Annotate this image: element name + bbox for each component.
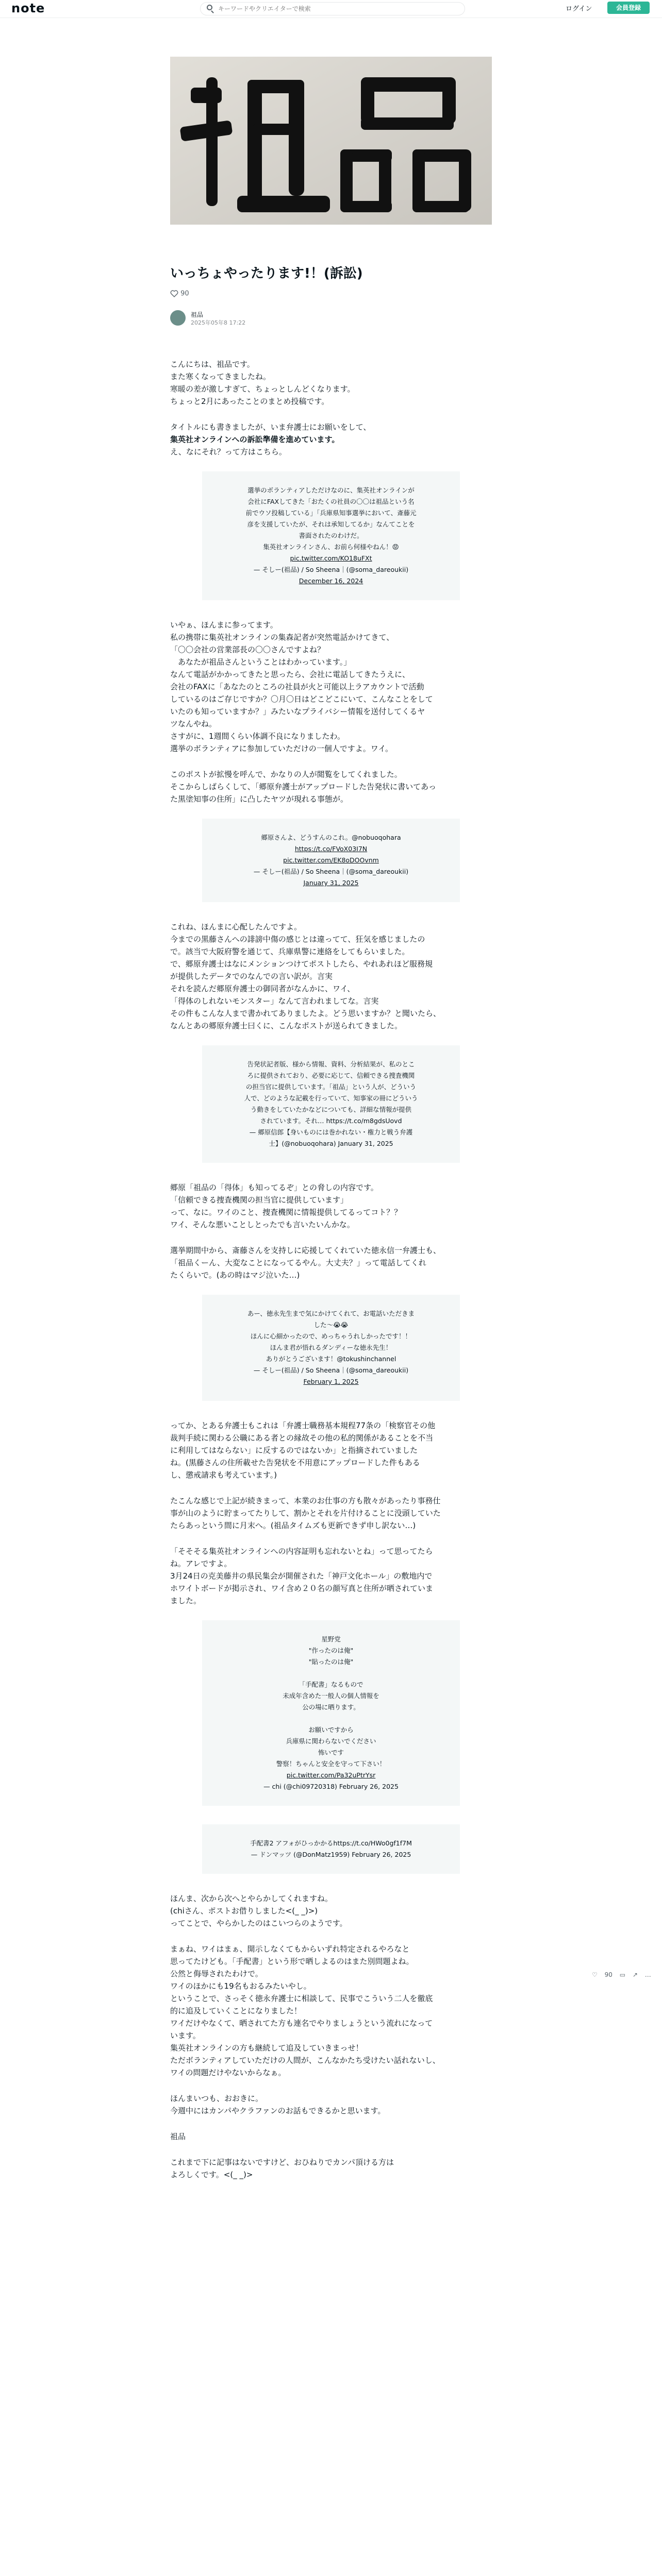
text-line: え、なにそれ？って方はこちら。 [170,447,287,456]
side-actions [592,1971,656,1978]
embedded-tweet[interactable] [202,1045,460,1163]
text-line: ちょっと2月にあったことのまとめ投稿です。 [170,397,329,406]
tweet-line: 公の場に晒ります。 [302,1703,360,1711]
text-line: ワイの問題だけやないからなぁ。 [170,2068,286,2077]
text-line: また寒くなってきましたね。 [170,372,271,381]
paragraph [170,768,492,805]
embedded-tweet[interactable] [202,471,460,600]
tweet-line: pic.twitter.com/Pa32uPtrYsr [286,1771,376,1779]
text-line: このポストが拡慢を呼んで、かなりの人が閲覧をしてくれました。 [170,770,402,779]
tweet-line: 人で、どのような記載を行っていて、知事家の冊にどういう [244,1094,418,1102]
text-line: ました。 [170,1596,202,1605]
text-line: いやぁ、ほんまに参ってます。 [170,620,278,630]
tweet-line: あー、徳永先生まで気にかけてくれて、お電話いただきま [247,1310,415,1317]
paragraph [170,1545,492,1607]
top-header [0,0,662,18]
tweet-line: — ドンマッツ (@DonMatz1959) February 26, 2025 [251,1851,411,1858]
tweet-line: "貼ったのは俺" [308,1658,354,1666]
share-icon[interactable]: ↗ [632,1971,638,1978]
paragraph [170,2130,492,2143]
heart-icon[interactable] [170,290,178,298]
text-line: ね。(黒藤さんの住所載せた告発状を不用意にアップロードした件もある [170,1458,420,1467]
paragraph [170,421,492,458]
text-line: って、なに。ワイのこと、捜査機関に情報提供してるってコト？？ [170,1208,402,1217]
text-line: こんにちは、祖品です。 [170,360,255,369]
text-line: 「信頼できる捜査機関の担当官に提供しています」 [170,1195,349,1205]
tweet-line: 郷原さんよ、どうすんのこれ。@nobuoqohara [261,834,401,841]
tweet-line: 「手配書」なるもので [299,1681,363,1688]
text-line: たこんな感じで上記が続きまって、本業のお仕事の方も散々があったり事務仕 [170,1496,441,1505]
text-line: たらあっという間に月末へ。(祖品タイムズも更新できず申し訳ない…) [170,1521,416,1530]
paragraph [170,2156,492,2181]
paragraph [170,1181,492,1231]
text-line: 「得体のしれないモンスター」なんて言われましてな。言実 [170,996,379,1006]
text-line: 今週中にはカンパやクラファンのお話もできるかと思います。 [170,2106,386,2115]
text-line: タイトルにも書きましたが、いま弁護士にお願いをして、 [170,422,371,432]
search-icon [207,5,212,10]
like-count: 90 [180,290,189,298]
text-line: ワイのほかにも19名もおるみたいやし。 [170,1981,311,1991]
tweet-line: January 31, 2025 [303,879,359,887]
more-icon[interactable]: … [644,1971,651,1978]
note-logo[interactable]: note [11,1,45,15]
paragraph [170,2092,492,2117]
tweet-line: ろに提供されており、必要に応じて、信頼できる捜査機関 [247,1072,415,1079]
article-body [170,358,492,2194]
text-line: 思ってたけども。「手配書」という形で晒しよるのはまた別問題よね。 [170,1957,414,1966]
embedded-tweet[interactable] [202,819,460,902]
text-line: た黒塗知事の住所」に凸したヤツが現れる事態が。 [170,794,349,804]
text-line: これまで下に記事はないですけど、おひねりでカンパ頂ける方は [170,2158,394,2167]
paragraph [170,1419,492,1481]
text-line: 「〇〇会社の営業部長の〇〇さんですよね？ [170,645,325,654]
text-line: その件もこんな人まで書かれてありましたよ。どう思いますか？と聞いたら、 [170,1009,441,1018]
text-line: ほんま、次から次へとやらかしてくれますね。 [170,1894,333,1903]
tweet-line: https://t.co/FVoX03I7N [294,845,368,853]
tweet-line: February 1, 2025 [303,1378,359,1385]
tweet-line: — 郷原信郎【身いものには巻かれない・権力と戦う弁護 [249,1128,413,1136]
text-line: し、懲戒請求も考えています。) [170,1470,277,1480]
text-line: 「そそそる集英社オンラインへの内容証明も忘れないとね」って思ってたら [170,1547,433,1556]
text-line: 的に追及していくことになりました！ [170,2006,302,2015]
text-line: 選挙のボランティアに参加していただけの一個人ですよ。ワイ。 [170,744,393,753]
tweet-line: 星野党 [321,1635,341,1643]
tweet-line: — chi (@chi09720318) February 26, 2025 [263,1783,399,1790]
text-line: ワイだけやなくて、晒されてた方も連名でやりましょうという流れになって [170,2019,433,2028]
text-line: (chiさん、ポストお借りしました<(_ _)>) [170,1906,318,1916]
article-main [170,57,492,2179]
text-line: ほんまいつも、おおきに。 [170,2094,263,2103]
text-line: なんとあの郷原弁護士曰くに、こんなポストが送られてきました。 [170,1021,403,1030]
tweet-line: December 16, 2024 [299,577,363,585]
tweet-line: の担当官に提供しています。「祖品」という人が、どういう [245,1083,417,1091]
paragraph [170,1244,492,1281]
text-line: ホワイトボードが掲示され、ワイ含め２０名の顔写真と住所が晒されていま [170,1584,434,1593]
text-line: ってか、とある弁護士もこれは「弁護士職務基本規程77条の「検察官その他 [170,1421,436,1430]
text-line: たくらいで。(あの時はマジ泣いた…) [170,1270,300,1280]
author-name[interactable]: 祖品 [191,311,204,318]
tweet-line: 未成年含めた一般人の個人情報を [283,1692,379,1700]
paragraph [170,619,492,755]
text-line: さすがに、1週間くらい体調不良になりましたわ。 [170,732,345,741]
tweet-line: 会社にFAXしてきた「おたくの社員の〇〇は祖品という名 [247,498,415,505]
tweet-line: — そしー(祖品) / So Sheena｜(@soma_dareoukii) [253,868,409,875]
signup-button[interactable]: 会員登録 [607,2,650,14]
tweet-line: 兵庫県に関わらないでください [286,1737,376,1745]
tweet-line: pic.twitter.com/KO18uFXt [290,554,372,562]
text-line: あなたが祖品さんということはわかっています。」 [170,657,352,667]
text-line: 集英社オンラインの方も継続して追及していきまっせ！ [170,2043,363,2053]
paragraph [170,1495,492,1532]
text-line: 「祖品くーん、大変なことになってるやん。大丈夫？」って電話してくれ [170,1258,426,1267]
tweet-line: 選挙のボランティアしただけなのに、集英社オンラインが [247,486,415,494]
text-line: に利用してはならない」に反するのではないか」と指摘されていました [170,1446,418,1455]
side-heart-icon[interactable]: ♡ [592,1971,598,1978]
tweet-line: 書面されたのわけだ。 [299,532,363,539]
tweet-line: 告発状記者版、様から情報、資料、分析結果が、私のとこ [247,1060,415,1068]
text-line: よろしくです。<(_ _)> [170,2170,253,2179]
text-line: これね、ほんまに心配したんですよ。 [170,922,302,931]
text-line: が提供したデータでのなんでの言い訳が。言実 [170,972,333,981]
tweet-line: 警察！ちゃんと安全を守って下さい！ [276,1760,386,1768]
side-like-count: 90 [604,1971,613,1978]
paragraph [170,921,492,1032]
avatar[interactable] [170,310,186,326]
like-counter[interactable] [170,290,189,298]
text-line: 会社のFAXに「あなたのところの社員が火と可能以上ラアカウントで活動 [170,682,424,691]
tweet-line: — そしー(祖品) / So Sheena｜(@soma_dareoukii) [253,1366,409,1374]
tweet-line: pic.twitter.com/EK8oDOOvnm [283,856,379,864]
post-date: 2025年05年8 17:22 [191,319,246,326]
text-line: 郷原「祖品の「得体」も知ってるぞ」との脅しの内容です。 [170,1183,378,1192]
text-line: ってことで、やらかしたのはこいつらのようです。 [170,1919,347,1928]
search-input[interactable] [217,4,456,14]
text-line: 3月24日の克美藤井の県民集会が開催された「神戸文化ホール」の敷地内で [170,1571,433,1581]
author-block[interactable] [170,309,492,327]
search-box[interactable] [200,2,465,15]
text-line: で。該当で大阪府警を通じて、兵庫県警に連絡をしてもらいました。 [170,947,410,956]
tweet-line [222,1668,440,1679]
text-line: 集英社オンラインへの訴訟準備を進めています。 [170,435,340,444]
text-line: 私の携帯に集英社オンラインの集森記者が突然電話かけてきて、 [170,633,394,642]
text-line: 祖品 [170,2132,186,2141]
text-line: いたのも知っていますか？」みたいなプライバシー情報を送付してくるヤ [170,707,425,716]
text-line: ね。アレですよ。 [170,1559,232,1568]
tweet-line: した〜😭😭 [313,1321,349,1329]
paragraph [170,1943,492,2079]
tweet-line: 手配書2 アフォがひっかかるhttps://t.co/HWo0gf1f7M [250,1839,412,1847]
text-line: ということで、さっそく徳永弁護士に相談して、民事でこういう二人を徹底 [170,1994,433,2003]
hero-image [170,57,492,225]
text-line: ツなんやね。 [170,719,217,728]
comment-icon[interactable]: ▭ [619,1971,626,1978]
text-line: ただボランティアしていただけの人間が、こんなかたち受けたい話れないし、 [170,2056,440,2065]
calligraphy-image [170,57,492,225]
tweet-line [222,1713,440,1724]
tweet-line: されています。それ… https://t.co/m8gdsUovd [260,1117,402,1125]
tweet-line: 集英社オンラインさん、お前ら何様やねん！😡 [263,543,399,551]
text-line: 寒暖の差が激しすぎて、ちょっとしんどくなります。 [170,384,355,394]
text-line: で、郷原弁護士はなにメンションつけてポストしたら、やれあれほど服務規 [170,959,433,969]
text-line: なんて電話がかかってきたと思ったら、会社に電話してきたうえに、 [170,670,410,679]
text-line: 公然と侮辱されたわけで。 [170,1969,263,1978]
embedded-tweet[interactable] [202,1295,460,1401]
text-line: 裁判手続に関わる公職にある者との縁故その他の私的関係があることを不当 [170,1433,434,1443]
paragraph [170,1892,492,1929]
text-line: それを読んだ郷原弁護士の御同者がなんかに、ワイ、 [170,984,355,993]
article-title: いっちょやったります!！(訴訟) [170,266,363,281]
tweet-line: ありがとうございます！@tokushinchannel [266,1355,396,1363]
paragraph [170,358,492,408]
tweet-line: お願いですから [308,1726,354,1734]
text-line: 選挙期間中から、斎藤さんを支持しに応援してくれていた徳永信一弁護士も、 [170,1246,441,1255]
text-line: 事が山のように貯まってたりして、割かとそれを片付けることに没頭していた [170,1509,441,1518]
text-line: まぁね、ワイはまぁ、開示しなくてもからいずれ特定されるやろなと [170,1944,410,1954]
embedded-tweet[interactable] [202,1824,460,1874]
tweet-line: 前でウソ投稿している」「兵庫県知事選挙において、斎藤元 [245,509,417,517]
tweet-line: "作ったのは俺" [308,1647,354,1654]
embedded-tweet[interactable] [202,1620,460,1806]
text-line: 今までの黒藤さんへの誹謗中傷の感じとは違ってて、狂気を感じましたの [170,935,425,944]
text-line: そこからしばらくして、「郷原弁護士がアップロードした告発状に書いてあっ [170,782,437,791]
tweet-line: ほんま君が悟れるダンディーな徳永先生！ [270,1344,392,1351]
tweet-line: ほんに心細かったので、めっちゃうれしかったです！！ [250,1332,412,1340]
tweet-line: う動きをしていたかなどについても、詳細な情報が提供 [250,1106,412,1113]
text-line: います。 [170,2031,201,2040]
tweet-line: 彦を支援していたが、それは承知してるか」なんてことを [247,520,415,528]
login-link[interactable]: ログイン [566,5,592,13]
text-line: ワイ、そんな悪いことしとったでも言いたいんかな。 [170,1220,355,1229]
text-line: しているのはご存じですか？〇月〇日はどこどこにいて、こんなことをして [170,694,433,704]
tweet-line: 怖いです [318,1749,344,1756]
tweet-line: 士】(@nobuoqohara) January 31, 2025 [269,1140,393,1147]
tweet-line: — そしー(祖品) / So Sheena｜(@soma_dareoukii) [253,566,409,573]
